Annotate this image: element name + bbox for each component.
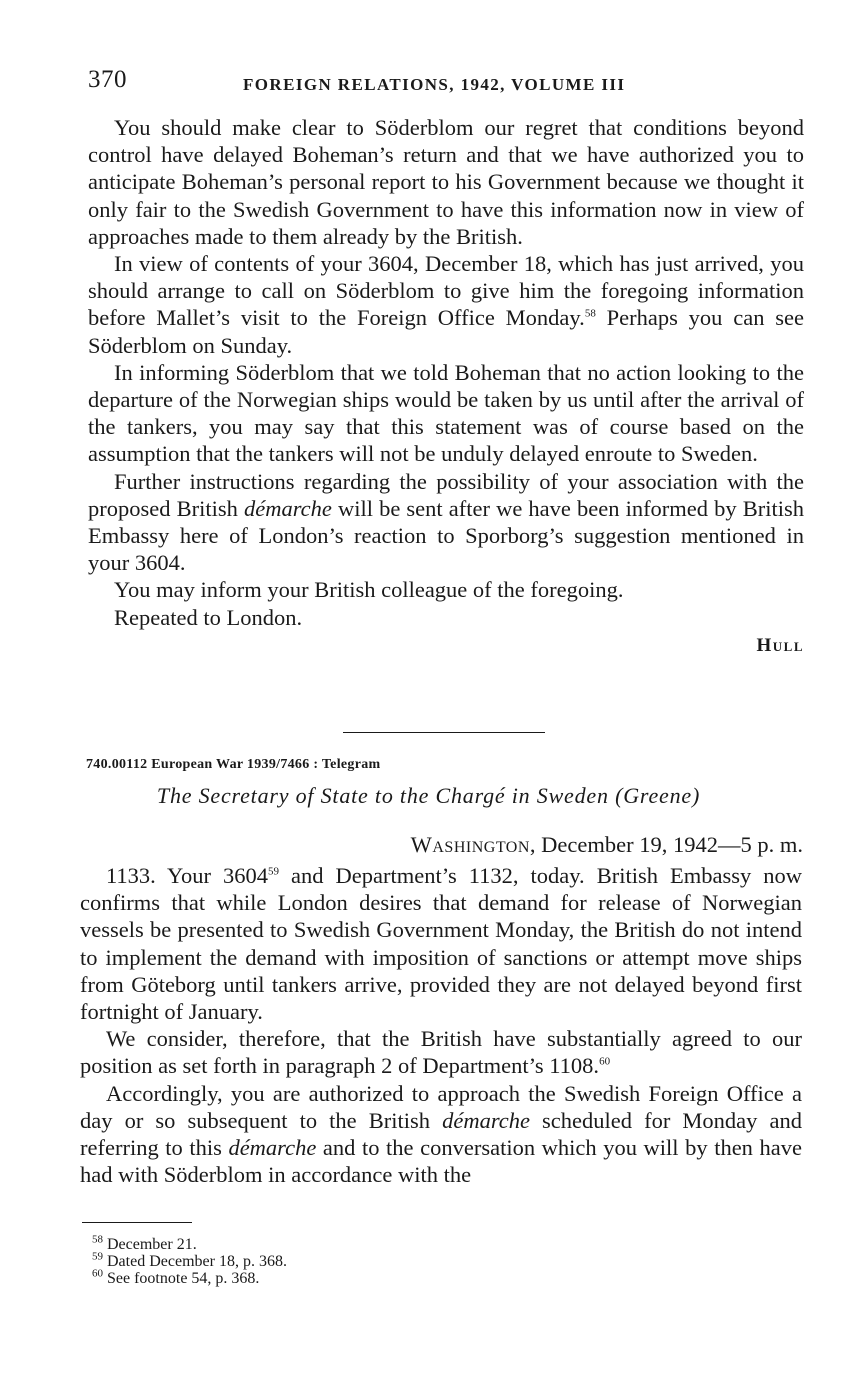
footnote: $^{60}$ See footnote 54, p. 368. <box>92 1267 260 1287</box>
footnotes <box>92 1233 287 1287</box>
footnote-ref: 59 <box>267 865 279 878</box>
document-title: The Secretary of State to the Chargé in Sweden (Greene) <box>156 783 701 808</box>
footnote: $^{59}$ Dated December 18, p. 368. <box>92 1250 287 1270</box>
paragraph: You should make clear to Söderblom our regret that conditions beyond control have delayed Boheman’s return and that we have authorized you to anticipate Boheman’s personal report to his Government because we thought it only fair to the Swedish Government to have this information now in view of approaches made to them already by the British. <box>88 115 804 249</box>
file-reference: 740.00112 European War 1939/7466 : Telegram <box>86 757 381 772</box>
paragraph: 1133. Your 3604$^{59}$ and Department’s 1132, today. British Embassy now confirms that while London desires that demand for release of Norwegian vessels be presented to Swedish Government Monday, the British do not intend to implement the demand with imposition of sanctions or attempt move ships from Göteborg until tankers arrive, provided they are not delayed beyond first fortnight of January. <box>80 863 802 1025</box>
signature: Hull <box>756 634 804 656</box>
dateline <box>411 832 803 858</box>
closing-line: You may inform your British colleague of the foregoing. <box>114 577 624 603</box>
telegram-2-body <box>80 862 802 1188</box>
footnote: $^{58}$ December 21. <box>92 1233 197 1253</box>
footnote-ref: 58 <box>584 307 596 320</box>
paragraph: Accordingly, you are authorized to approach the Swedish Foreign Office a day or so subsequent to the British démarche scheduled for Monday and referring to this démarche and to the conversation which you will by then have had with Söderblom in accordance with the <box>80 1080 802 1188</box>
paragraph: In view of contents of your 3604, December 18, which has just arrived, you should arrange to call on Söderblom to give him the foregoing information before Mallet’s visit to the Foreign Office Monday.$^{58}$ Perhaps you can see Söderblom on Sunday. <box>88 251 804 358</box>
page-header <box>88 66 803 102</box>
dateline-place: Washington <box>410 832 530 857</box>
telegram-1-body <box>88 114 804 657</box>
paragraph: Further instructions regarding the possibility of your association with the proposed British démarche will be sent after we have been informed by British Embassy here of London’s reaction to Sporborg’s suggestion mentioned in your 3604. <box>88 468 805 576</box>
page-number: 370 <box>88 66 127 93</box>
section-divider <box>343 732 545 733</box>
running-head: FOREIGN RELATIONS, 1942, VOLUME III <box>243 75 626 94</box>
closing-line: Repeated to London. <box>114 604 303 630</box>
dateline-date: , December 19, 1942—5 p. m. <box>529 832 803 857</box>
footnote-divider <box>82 1222 192 1223</box>
paragraph: We consider, therefore, that the British have substantially agreed to our position as set forth in paragraph 2 of Department’s 1108.60 <box>80 1026 802 1079</box>
paragraph: In informing Söderblom that we told Boheman that no action looking to the departure of the Norwegian ships would be taken by us until after the arrival of the tankers, you may say that this statement was of course based on the assumption that the tankers will not be unduly delayed enroute to Sweden. <box>88 359 804 467</box>
footnote-ref: 60 <box>599 1055 611 1068</box>
